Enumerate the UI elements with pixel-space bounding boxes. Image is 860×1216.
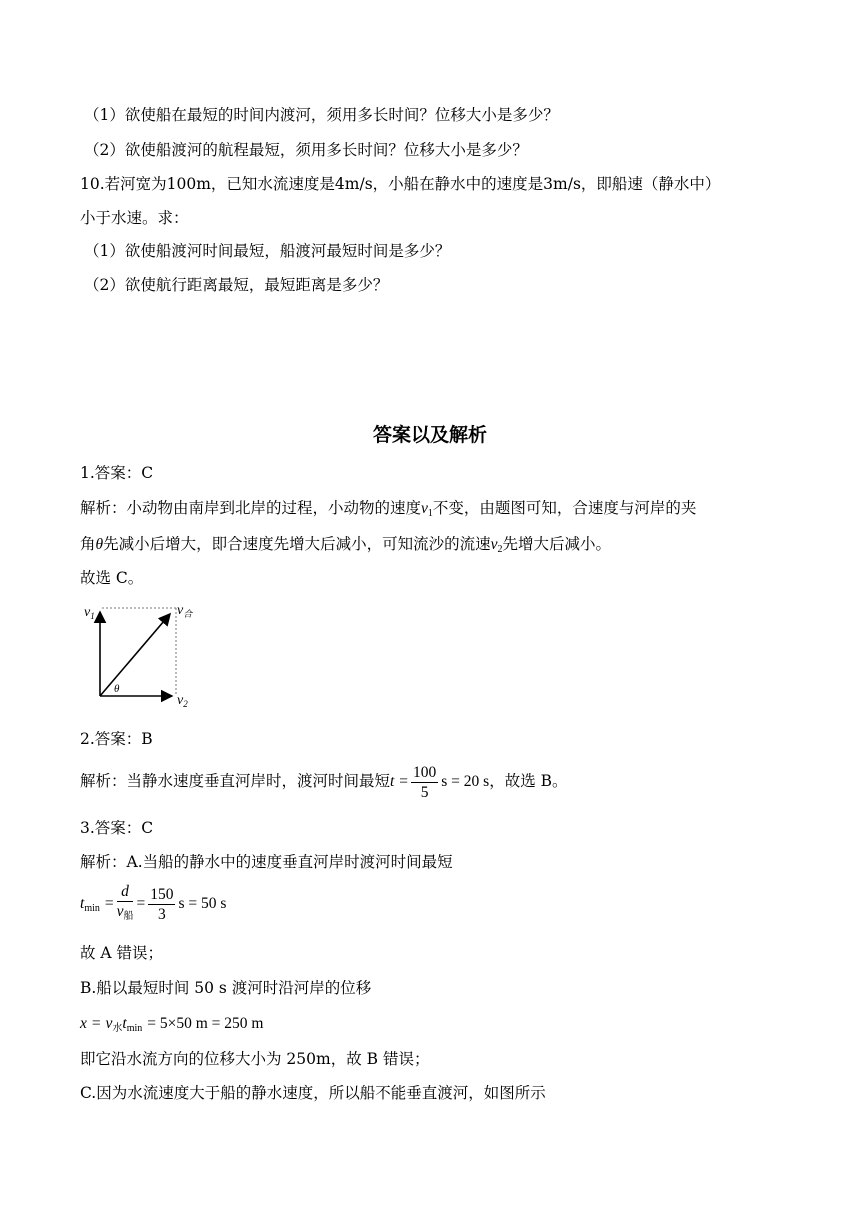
answer-1: 1.答案：C: [80, 464, 154, 482]
v1-diagram-label: $v_1$: [84, 605, 95, 621]
answer-1-conclusion: 故选 C。: [80, 569, 144, 587]
v1-symbol: $v_1$: [421, 500, 433, 519]
exp-text: 解析：小动物由南岸到北岸的过程，小动物的速度: [80, 499, 422, 517]
tmin-symbol: $t_{min}$: [80, 895, 100, 914]
answer-3-B-conclusion: 即它沿水流方向的位移大小为 250m，故 B 错误；: [80, 1050, 430, 1068]
fraction-d-vboat: $\frac{d}{v_船}$: [116, 883, 134, 922]
v2-symbol: $v_2$: [490, 536, 503, 555]
exp-text: ，故选 B。: [489, 772, 568, 790]
velocity-diagram: [80, 598, 200, 708]
answer-3-explanation-C: C.因为水流速度大于船的静水速度，所以船不能垂直渡河，如图所示: [80, 1084, 546, 1102]
equals-sign: =: [399, 773, 409, 790]
exp-text: 不变，由题图可知，合速度与河岸的夹: [432, 499, 697, 517]
result-text: s = 20 s: [441, 773, 490, 790]
question-10-line-1: 10.若河宽为100m，已知水流速度是4m/s，小船在静水中的速度是3m/s，即船速（静水中）: [80, 175, 721, 193]
answer-1-explanation-line-1: [80, 497, 696, 525]
answer-3: 3.答案：C: [80, 819, 154, 837]
answer-3-A-conclusion: 故 A 错误；: [80, 944, 164, 962]
question-9-part-1: （1）欲使船在最短的时间内渡河，须用多长时间？位移大小是多少？: [84, 106, 559, 124]
question-10-line-2: 小于水速。求：: [80, 209, 189, 227]
answer-2: 2.答案：B: [80, 730, 153, 748]
tmin-equation: $t_{min}$ = $\frac{d}{v_船}$ = $\frac{150}{3}$ s = 50 s: [80, 882, 226, 930]
vhe-diagram-label: $v_合$: [177, 603, 193, 619]
x-equation: $x = v_水t_{min} = 5\times 50$ m = 250 m: [80, 1015, 264, 1034]
v2-diagram-label: $v_2$: [177, 693, 188, 708]
answer-3-explanation-B: B.船以最短时间 50 s 渡河时沿河岸的位移: [80, 979, 372, 997]
result-text: s = 50 s: [178, 895, 227, 912]
resultant-arrow: [100, 614, 170, 696]
t-symbol: t: [390, 773, 395, 790]
theta-symbol: θ: [95, 536, 104, 553]
question-10-part-2: （2）欲使航行距离最短，最短距离是多少？: [84, 276, 389, 294]
exp-text: 解析：当静水速度垂直河岸时，渡河时间最短: [80, 772, 391, 790]
theta-diagram-label: θ: [114, 683, 120, 695]
fraction-100-5: $\frac{100}{5}$: [413, 763, 437, 801]
exp-text: 先减小后增大，即合速度先增大后减小，可知流沙的流速: [103, 535, 491, 553]
question-9-part-2: （2）欲使船渡河的航程最短，须用多长时间？位移大小是多少？: [84, 141, 528, 159]
exp-text: 角: [80, 535, 96, 553]
answer-2-explanation: [80, 762, 568, 802]
fraction-150-3: $\frac{150}{3}$: [150, 885, 174, 923]
question-10-part-1: （1）欲使船渡河时间最短，船渡河最短时间是多少？: [84, 242, 451, 260]
exp-text: 先增大后减小。: [502, 535, 612, 553]
answers-title: 答案以及解析: [372, 424, 487, 446]
answer-3-explanation-A: 解析：A.当船的静水中的速度垂直河岸时渡河时间最短: [80, 853, 453, 871]
answer-1-explanation-line-2: [80, 533, 611, 561]
